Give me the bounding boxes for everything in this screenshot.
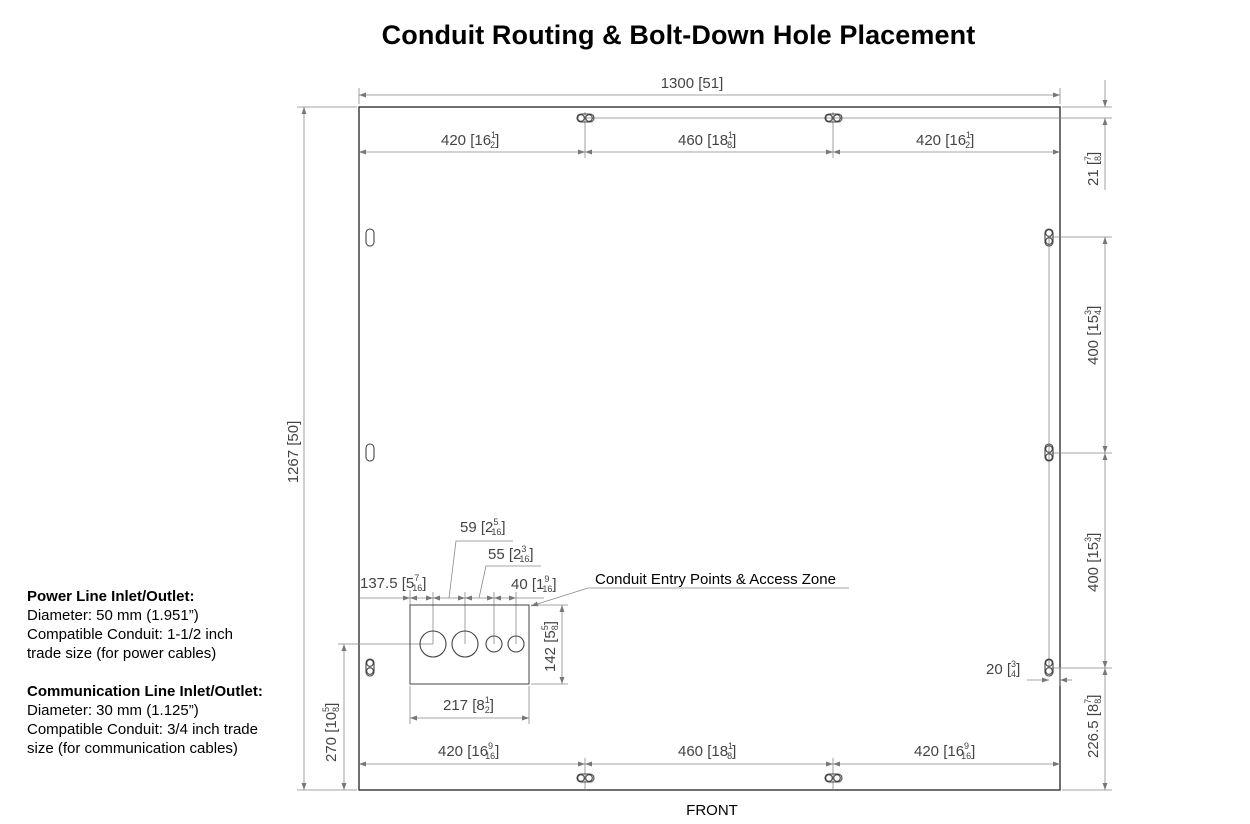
top-right-label: 420 [$16^1$ 2] bbox=[916, 130, 975, 150]
spacing-1-label: 59 [$2^5$ 16] bbox=[460, 517, 506, 537]
bottom-right-label: 420 [$16^9$ 16] bbox=[914, 741, 976, 761]
zone-offset-left-label: 137.5 [$5^7$ 16] bbox=[360, 573, 427, 593]
comm-line-conduit: Compatible Conduit: 3/4 inch trade bbox=[27, 721, 258, 738]
bolt-slot bbox=[366, 444, 374, 461]
spacing-2-label: 55 [$2^3$ 16] bbox=[488, 544, 534, 564]
bottom-left-label: 420 [$16^9$ 16] bbox=[438, 741, 500, 761]
comm-line-notes bbox=[27, 682, 263, 758]
comm-line-heading: Communication Line Inlet/Outlet: bbox=[27, 683, 263, 700]
right-top-offset-label: 21 [$^7$8] bbox=[1083, 151, 1103, 186]
zone-height-label: 142 $[5^58]$ bbox=[540, 621, 560, 672]
power-line-conduit-cont: trade size (for power cables) bbox=[27, 645, 217, 662]
front-label: FRONT bbox=[686, 802, 738, 819]
power-line-diameter: Diameter: 50 mm (1.951”) bbox=[27, 607, 199, 624]
power-line-notes bbox=[27, 587, 233, 663]
base-outline bbox=[359, 107, 1060, 790]
top-left-label: 420 [$16^1$ 2] bbox=[441, 130, 500, 150]
conduit-access-zone bbox=[410, 605, 529, 684]
right-lower-label: 400 $[15^34]$ bbox=[1083, 532, 1103, 592]
bolt-slot bbox=[366, 229, 374, 246]
spacing-3-label: 40 [$1^9$ 16] bbox=[511, 574, 557, 594]
overall-height-label: 1267 [50] bbox=[285, 420, 302, 484]
callout-leader bbox=[531, 588, 849, 606]
zone-width-label: 217 [$8^1$ 2] bbox=[443, 695, 494, 715]
top-mid-label: 460 [$18^1$ 8] bbox=[678, 130, 737, 150]
right-upper-label: 400 $[15^34]$ bbox=[1083, 305, 1103, 365]
side-inset-label: 20 [$^3$ 4] bbox=[986, 659, 1021, 679]
overall-width-label: 1300 [51] bbox=[660, 75, 724, 92]
comm-line-diameter: Diameter: 30 mm (1.125”) bbox=[27, 702, 199, 719]
callout-label: Conduit Entry Points & Access Zone bbox=[595, 571, 836, 588]
comm-line-conduit-cont: size (for communication cables) bbox=[27, 740, 238, 757]
power-line-heading: Power Line Inlet/Outlet: bbox=[27, 588, 195, 605]
right-bottom-offset-label: 226.5 $[8^78]$ bbox=[1083, 694, 1103, 758]
zone-offset-bottom-label: 270 $[10^58]$ bbox=[321, 702, 341, 762]
page-title: Conduit Routing & Bolt-Down Hole Placement bbox=[381, 20, 976, 50]
power-line-conduit: Compatible Conduit: 1-1/2 inch bbox=[27, 626, 233, 643]
bottom-mid-label: 460 [$18^1$ 8] bbox=[678, 741, 737, 761]
